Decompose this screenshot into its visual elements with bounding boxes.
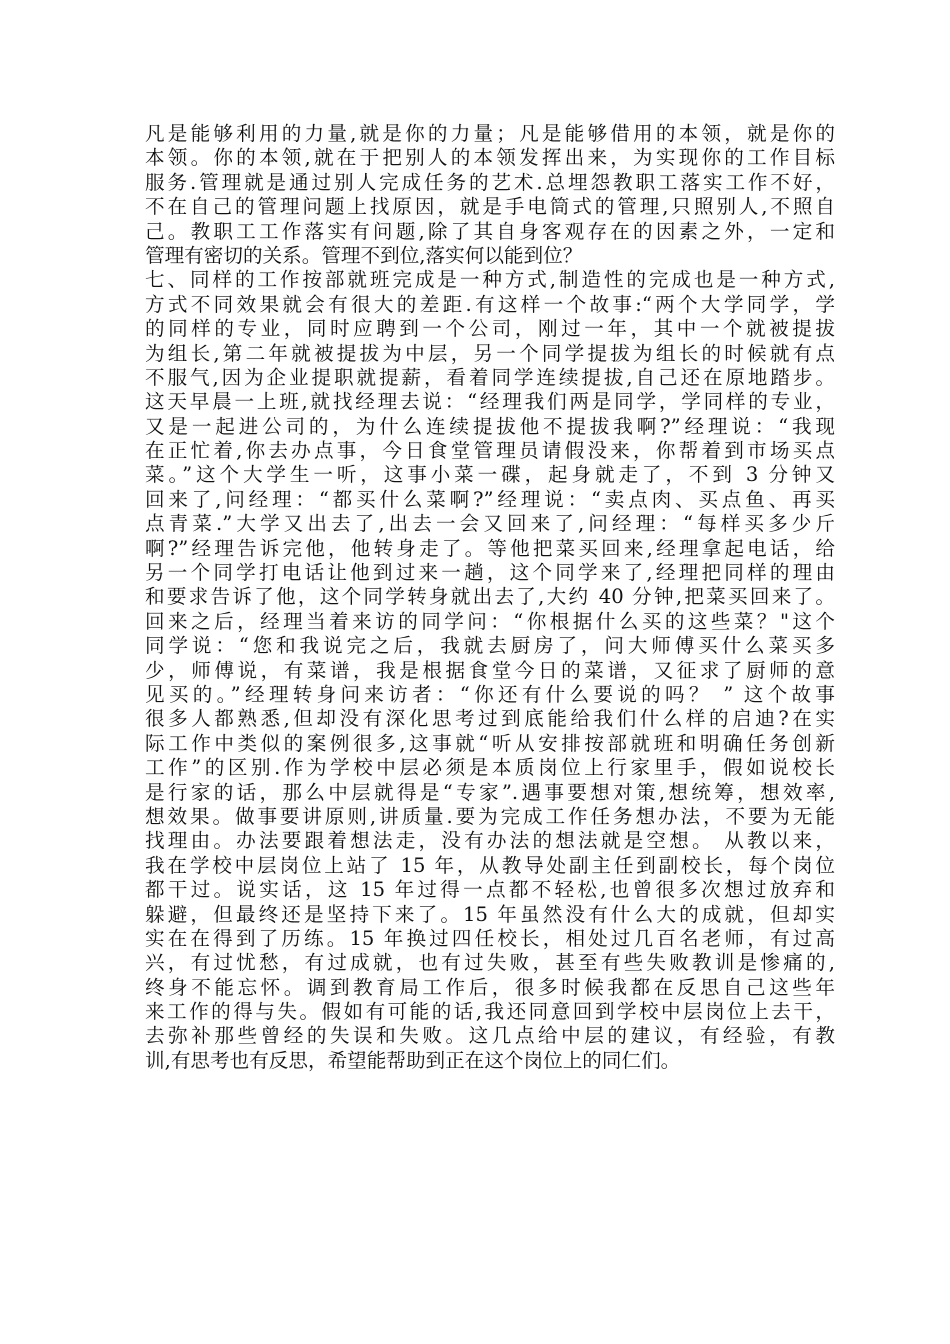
text-line: 管理有密切的关系。管理不到位,落实何以能到位？ bbox=[145, 243, 583, 267]
text-line: 工作”的区别.作为学校中层必须是本质岗位上行家里手，假如说校长 bbox=[145, 756, 835, 780]
text-line: 另一个同学打电话让他到过来一趟，这个同学来了,经理把同样的理由 bbox=[145, 561, 835, 585]
text-line: 际工作中类似的案例很多,这事就“听从安排按部就班和明确任务创新 bbox=[145, 731, 835, 755]
text-line: 在正忙着,你去办点事，今日食堂管理员请假没来，你帮着到市场买点 bbox=[145, 439, 835, 463]
text-line: 终身不能忘怀。调到教育局工作后，很多时候我都在反思自己这些年 bbox=[145, 975, 835, 999]
text-line: 想效果。做事要讲原则,讲质量.要为完成工作任务想办法，不要为无能 bbox=[145, 804, 835, 828]
text-line: 不服气,因为企业提职就提薪，看着同学连续提拔,自己还在原地踏步。 bbox=[145, 365, 835, 389]
text-line: 少，师傅说，有菜谱，我是根据食堂今日的菜谱，又征求了厨师的意 bbox=[145, 658, 835, 682]
text-line: 七、同样的工作按部就班完成是一种方式,制造性的完成也是一种方式, bbox=[145, 268, 835, 292]
text-line: 回来之后，经理当着来访的同学问：“你根据什么买的这些菜？"这个 bbox=[145, 609, 835, 633]
text-line: 的同样的专业，同时应聘到一个公司，刚过一年，其中一个就被提拔 bbox=[145, 317, 835, 341]
text-line: 这天早晨一上班,就找经理去说：“经理我们两是同学，学同样的专业， bbox=[145, 390, 835, 414]
text-line: 我在学校中层岗位上站了 15 年，从教导处副主任到副校长，每个岗位 bbox=[145, 853, 835, 877]
text-line: 都干过。说实话，这 15 年过得一点都不轻松,也曾很多次想过放弃和 bbox=[145, 878, 835, 902]
text-line: 实在在得到了历练。15 年换过四任校长，相处过几百名老师，有过高 bbox=[145, 926, 835, 950]
text-line: 菜。”这个大学生一听，这事小菜一碟，起身就走了，不到 3 分钟又 bbox=[145, 463, 835, 487]
text-line: 方式不同效果就会有很大的差距.有这样一个故事:“两个大学同学，学 bbox=[145, 292, 835, 316]
text-line: 服务.管理就是通过别人完成任务的艺术.总埋怨教职工落实工作不好， bbox=[145, 170, 835, 194]
text-line: 为组长,第二年就被提拔为中层，另一个同学提拔为组长的时候就有点 bbox=[145, 341, 835, 365]
text-line: 是行家的话，那么中层就得是“专家”.遇事要想对策,想统筹，想效率, bbox=[145, 780, 835, 804]
text-line: 躲避，但最终还是坚持下来了。15 年虽然没有什么大的成就，但却实 bbox=[145, 902, 835, 926]
text-line: 点青菜.”大学又出去了,出去一会又回来了,问经理：“每样买多少斤 bbox=[145, 512, 835, 536]
document-page bbox=[145, 122, 835, 1073]
text-line: 兴，有过忧愁，有过成就，也有过失败，甚至有些失败教训是惨痛的, bbox=[145, 951, 835, 975]
text-line: 回来了,问经理：“都买什么菜啊?”经理说：“卖点肉、买点鱼、再买 bbox=[145, 487, 835, 511]
text-line: 己。教职工工作落实有问题,除了其自身客观存在的因素之外，一定和 bbox=[145, 219, 835, 243]
text-line: 很多人都熟悉,但却没有深化思考过到底能给我们什么样的启迪?在实 bbox=[145, 707, 835, 731]
text-line: 来工作的得与失。假如有可能的话,我还同意回到学校中层岗位上去干， bbox=[145, 1000, 835, 1024]
text-line: 和要求告诉了他，这个同学转身就出去了,大约 40 分钟,把菜买回来了。 bbox=[145, 585, 835, 609]
text-line: 不在自己的管理问题上找原因，就是手电筒式的管理,只照别人,不照自 bbox=[145, 195, 835, 219]
text-line: 去弥补那些曾经的失误和失败。这几点给中层的建议，有经验，有教 bbox=[145, 1024, 835, 1048]
text-line: 又是一起进公司的，为什么连续提拔他不提拔我啊?”经理说：“我现 bbox=[145, 414, 835, 438]
text-line: 找理由。办法要跟着想法走，没有办法的想法就是空想。 从教以来， bbox=[145, 829, 835, 853]
text-line: 训,有思考也有反思，希望能帮助到正在这个岗位上的同仁们。 bbox=[145, 1048, 681, 1072]
text-line: 凡是能够利用的力量,就是你的力量；凡是能够借用的本领，就是你的 bbox=[145, 122, 835, 145]
text-line: 本领。你的本领,就在于把别人的本领发挥出来，为实现你的工作目标 bbox=[145, 146, 835, 170]
text-line: 见买的。”经理转身问来访者：“你还有什么要说的吗？ ” 这个故事 bbox=[145, 682, 835, 706]
text-line: 啊?”经理告诉完他，他转身走了。等他把菜买回来,经理拿起电话，给 bbox=[145, 536, 835, 560]
text-line: 同学说：“您和我说完之后，我就去厨房了，问大师傅买什么菜买多 bbox=[145, 634, 835, 658]
